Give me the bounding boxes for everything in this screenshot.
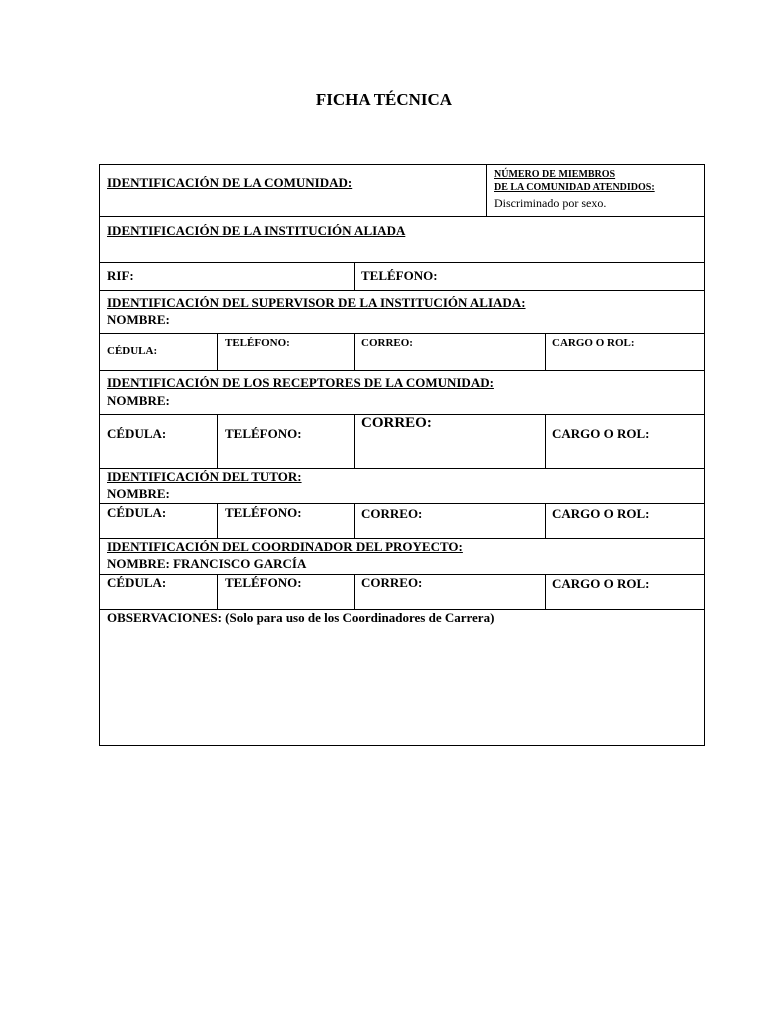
receptores-cargo-label: CARGO O ROL: <box>552 426 650 441</box>
supervisor-correo-label: CORREO: <box>361 337 413 349</box>
rif-label: RIF: <box>107 268 134 283</box>
comunidad-heading: IDENTIFICACIÓN DE LA COMUNIDAD: <box>107 175 353 190</box>
coordinador-heading: IDENTIFICACIÓN DEL COORDINADOR DEL PROYECTO: <box>107 539 463 554</box>
supervisor-telefono-label: TELÉFONO: <box>225 337 290 349</box>
column-divider <box>545 503 546 538</box>
coordinador-nombre: NOMBRE: FRANCISCO GARCÍA <box>107 556 307 571</box>
tutor-cargo-label: CARGO O ROL: <box>552 506 650 521</box>
column-divider <box>354 503 355 538</box>
miembros-label-line1: NÚMERO DE MIEMBROS <box>494 169 616 180</box>
institucion-telefono-label: TELÉFONO: <box>361 268 438 283</box>
column-divider <box>217 414 218 468</box>
row-divider <box>100 333 704 334</box>
supervisor-cedula-label: CÉDULA: <box>107 345 158 357</box>
column-divider <box>545 333 546 370</box>
coordinador-cargo-label: CARGO O ROL: <box>552 576 650 591</box>
column-divider <box>545 574 546 609</box>
page-title: FICHA TÉCNICA <box>315 90 453 109</box>
miembros-note: Discriminado por sexo. <box>494 196 607 210</box>
column-divider <box>545 414 546 468</box>
row-divider <box>100 262 704 263</box>
coordinador-cedula-label: CÉDULA: <box>107 575 167 590</box>
receptores-heading: IDENTIFICACIÓN DE LOS RECEPTORES DE LA COMUNIDAD: <box>107 375 494 390</box>
column-divider <box>217 333 218 370</box>
supervisor-nombre-label: NOMBRE: <box>107 312 170 327</box>
supervisor-cargo-label: CARGO O ROL: <box>552 337 635 349</box>
supervisor-heading: IDENTIFICACIÓN DEL SUPERVISOR DE LA INSTITUCIÓN ALIADA: <box>107 295 526 310</box>
column-divider <box>354 574 355 609</box>
column-divider <box>354 262 355 290</box>
column-divider <box>354 333 355 370</box>
ficha-tecnica-form <box>99 164 705 746</box>
row-divider <box>100 370 704 371</box>
tutor-heading: IDENTIFICACIÓN DEL TUTOR: <box>107 469 302 484</box>
institucion-heading: IDENTIFICACIÓN DE LA INSTITUCIÓN ALIADA <box>107 223 406 238</box>
row-divider <box>100 290 704 291</box>
receptores-correo-label: CORREO: <box>361 415 432 431</box>
coordinador-correo-label: CORREO: <box>361 575 423 590</box>
receptores-cedula-label: CÉDULA: <box>107 426 167 441</box>
coordinador-telefono-label: TELÉFONO: <box>225 575 302 590</box>
row-divider <box>100 216 704 217</box>
column-divider <box>217 503 218 538</box>
column-divider <box>217 574 218 609</box>
receptores-nombre-label: NOMBRE: <box>107 393 170 408</box>
tutor-correo-label: CORREO: <box>361 506 423 521</box>
miembros-label-line2: DE LA COMUNIDAD ATENDIDOS: <box>494 182 655 193</box>
row-divider <box>100 503 704 504</box>
column-divider <box>486 165 487 216</box>
tutor-nombre-label: NOMBRE: <box>107 486 170 501</box>
tutor-cedula-label: CÉDULA: <box>107 505 167 520</box>
column-divider <box>354 414 355 468</box>
receptores-telefono-label: TELÉFONO: <box>225 426 302 441</box>
observaciones-label: OBSERVACIONES: (Solo para uso de los Coordinadores de Carrera) <box>107 610 495 625</box>
tutor-telefono-label: TELÉFONO: <box>225 505 302 520</box>
